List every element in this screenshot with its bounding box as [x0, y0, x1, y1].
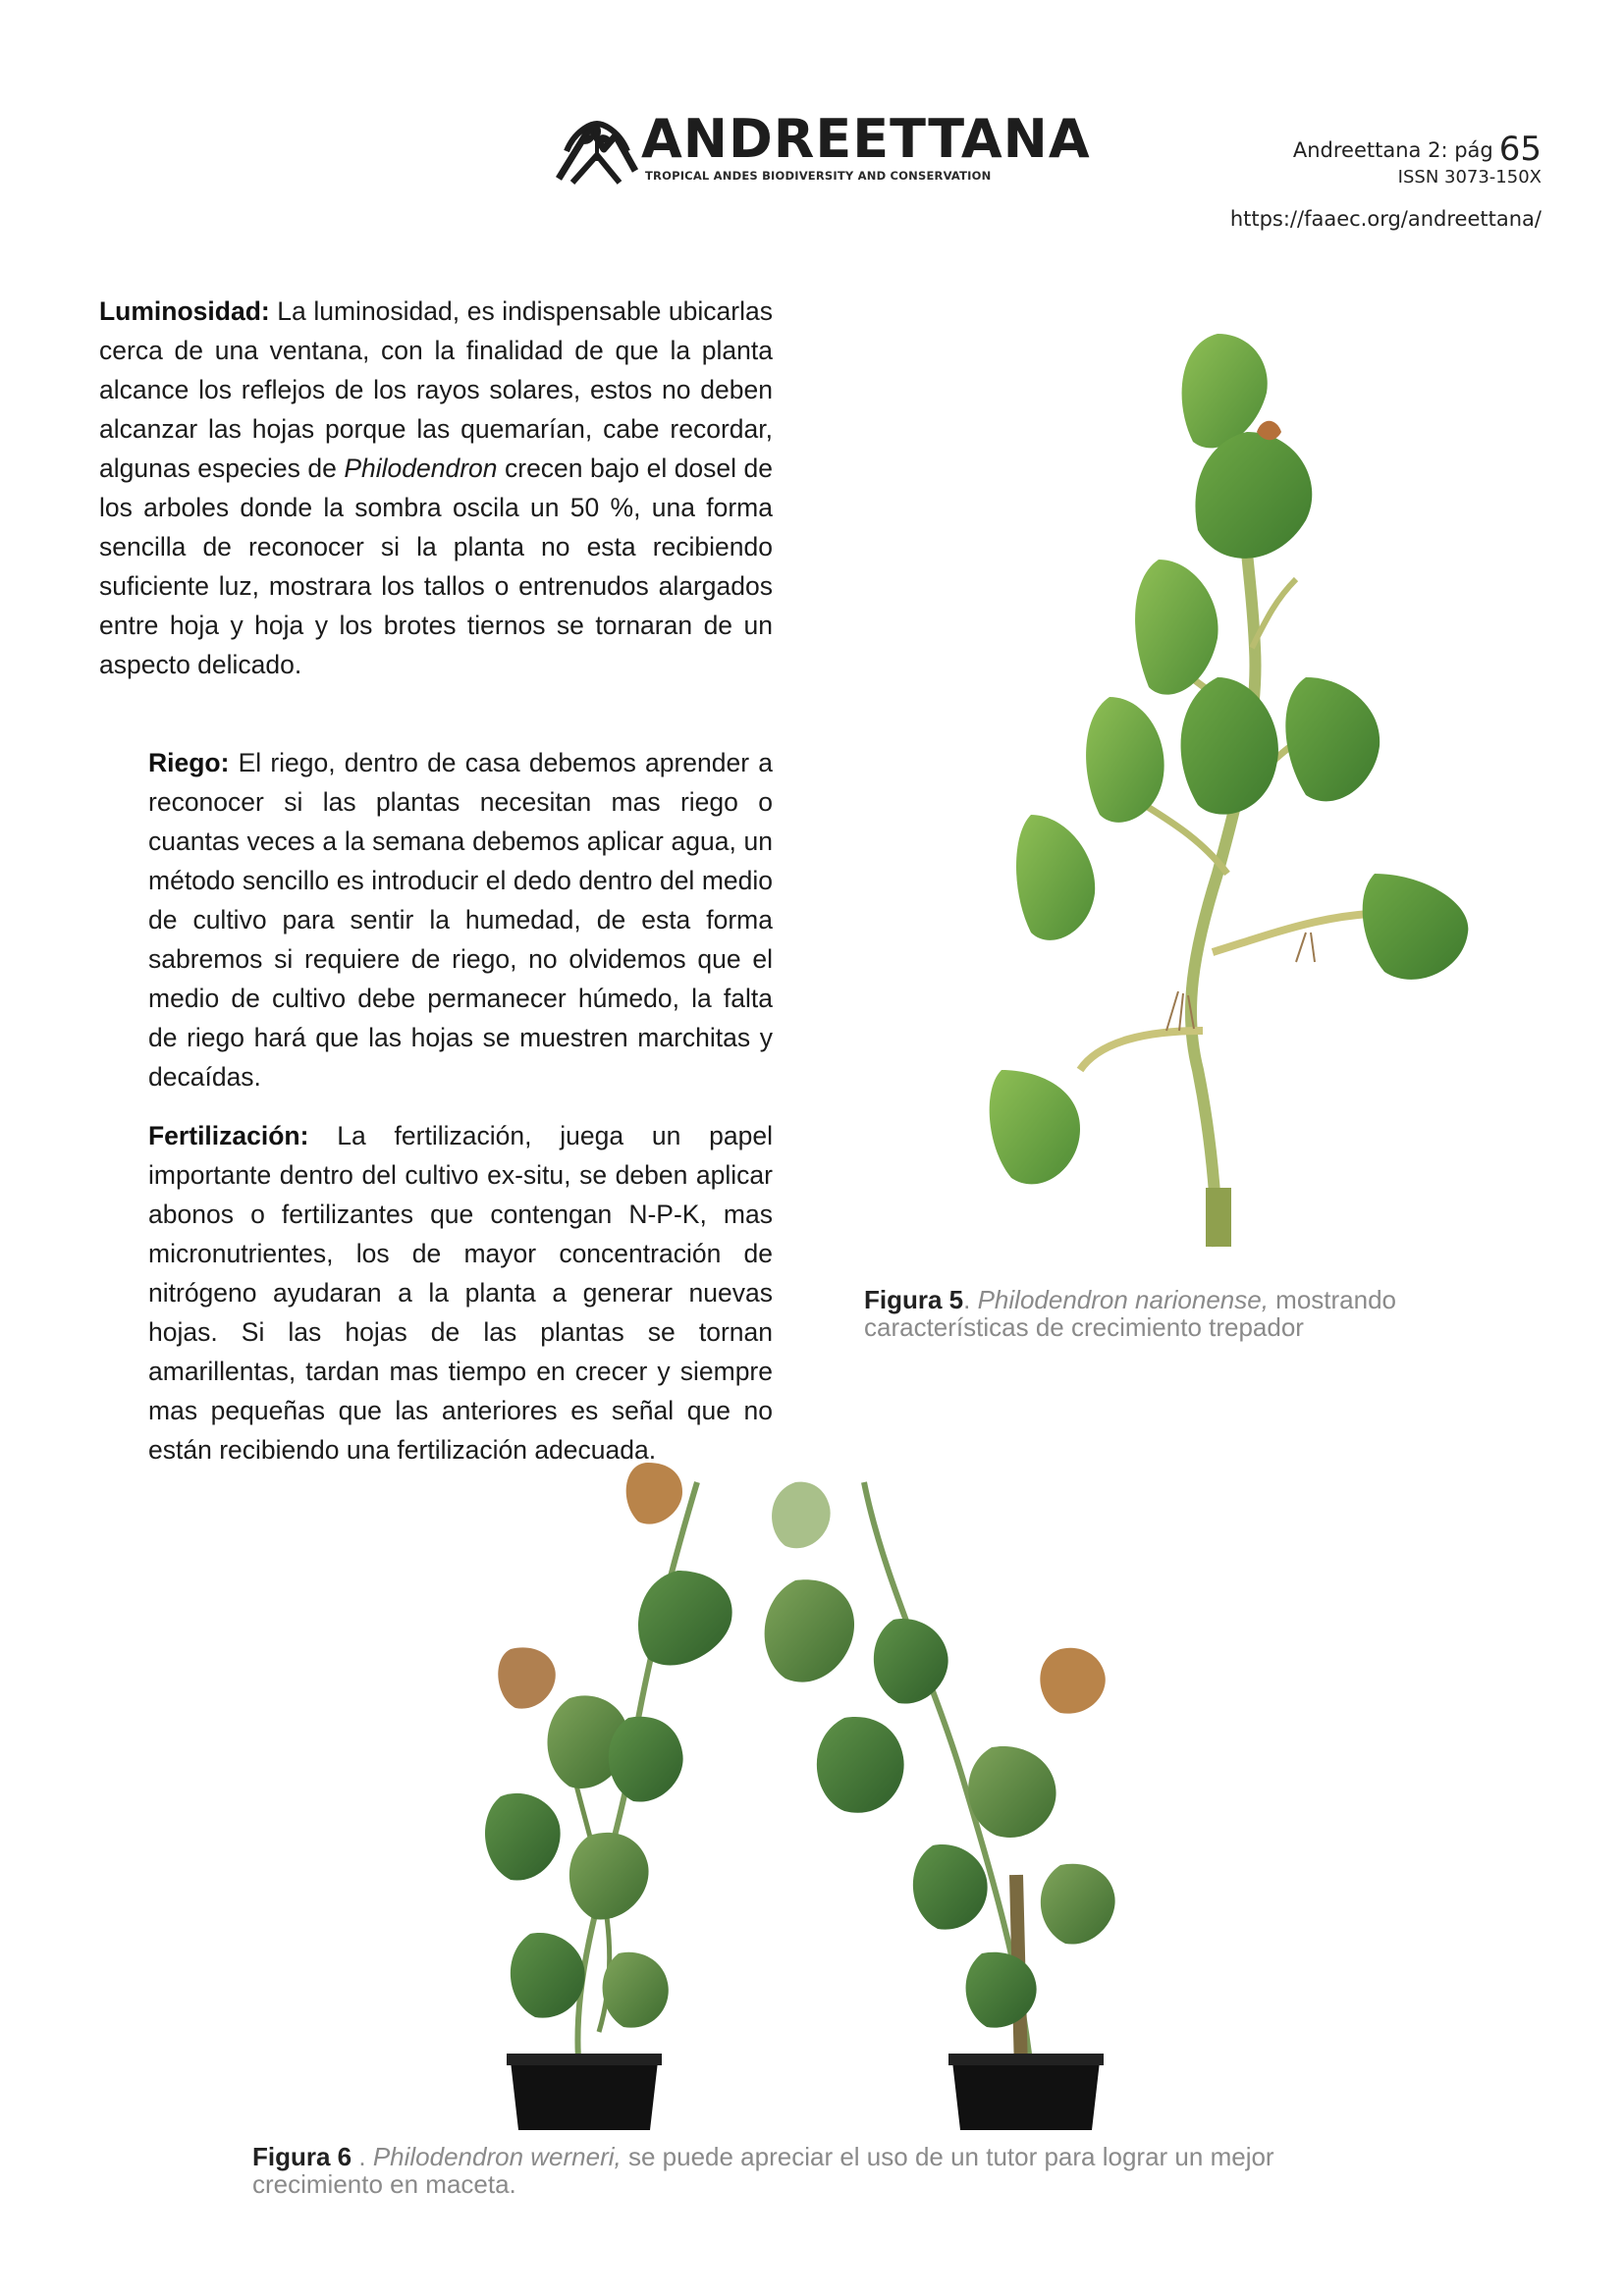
luminosidad-text-2: crecen bajo el dosel de los arboles donde la sombra oscila un 50 %, una forma sencilla de reconocer si la planta no esta recibiendo suficiente luz, mostrara los tallos o entrenudos alargados entre hoja y hoja y los brotes tiernos se tornaran de un aspecto delicado.: [99, 454, 773, 679]
luminosidad-text-1: La luminosidad, es indispensable ubicarlas cerca de una ventana, con la finalidad de que la planta alcance los reflejos de los rayos solares, estos no deben alcanzar las hojas porque las quemarían, cabe recordar, algunas especies de: [99, 296, 773, 483]
figure-6-sep: .: [352, 2142, 373, 2171]
page-number: 65: [1498, 130, 1542, 169]
riego-text: El riego, dentro de casa debemos aprender a reconocer si las plantas necesitan mas riego o cuantas veces a la semana debemos aplicar agua, un método sencillo es introducir el dedo dentro del medio de cultivo para sentir la humedad, de esta forma sabremos si requiere de riego, no olvidemos que el medio de cultivo debe permanecer húmedo, la falta de riego hará que las hojas se muestren marchitas y decaídas.: [148, 748, 773, 1092]
figure-5-text: mostrando características de crecimiento trepador: [864, 1285, 1397, 1342]
riego-heading: Riego:: [148, 748, 230, 777]
figure-5-image: [982, 324, 1532, 1256]
figure-6-image: [471, 1423, 1218, 2130]
figure-5-label: Figura 5: [864, 1285, 964, 1314]
figure-5-sep: .: [963, 1285, 978, 1314]
figure-5-species: Philodendron narionense,: [977, 1285, 1269, 1314]
journal-label: Andreettana 2: pág: [1292, 138, 1493, 162]
issn: ISSN 3073-150X: [1397, 167, 1542, 187]
figure-5-caption: [864, 1286, 1542, 1341]
luminosidad-heading: Luminosidad:: [99, 296, 270, 326]
figure-6-label: Figura 6: [252, 2142, 352, 2171]
riego-paragraph: [148, 743, 773, 1096]
page-info: [1230, 130, 1542, 169]
genus-name: Philodendron: [344, 454, 498, 483]
luminosidad-paragraph: [99, 292, 773, 684]
fertilizacion-heading: Fertilización:: [148, 1121, 309, 1150]
andreettana-emblem-icon: [555, 110, 639, 188]
fertilizacion-paragraph: [148, 1116, 773, 1469]
journal-meta: [1230, 130, 1542, 231]
logo-title: ANDREETTANA: [641, 108, 1091, 170]
logo-subtitle: TROPICAL ANDES BIODIVERSITY AND CONSERVATION: [645, 169, 992, 183]
journal-logo: [555, 108, 1091, 188]
figure-6-caption: [252, 2143, 1391, 2198]
figure-6-text: se puede apreciar el uso de un tutor para lograr un mejor crecimiento en maceta.: [252, 2142, 1274, 2199]
figure-6-species: Philodendron werneri,: [372, 2142, 622, 2171]
journal-url[interactable]: https://faaec.org/andreettana/: [1229, 207, 1542, 231]
fertilizacion-text: La fertilización, juega un papel importante dentro del cultivo ex-situ, se deben aplicar abonos o fertilizantes que contengan N-P-K, mas micronutrientes, los de mayor concentración de nitrógeno ayudaran a la planta a generar nuevas hojas. Si las hojas de las plantas se tornan amarillentas, tardan mas tiempo en crecer y siempre mas pequeñas que las anteriores es señal que no están recibiendo una fertilización adecuada.: [148, 1121, 773, 1465]
